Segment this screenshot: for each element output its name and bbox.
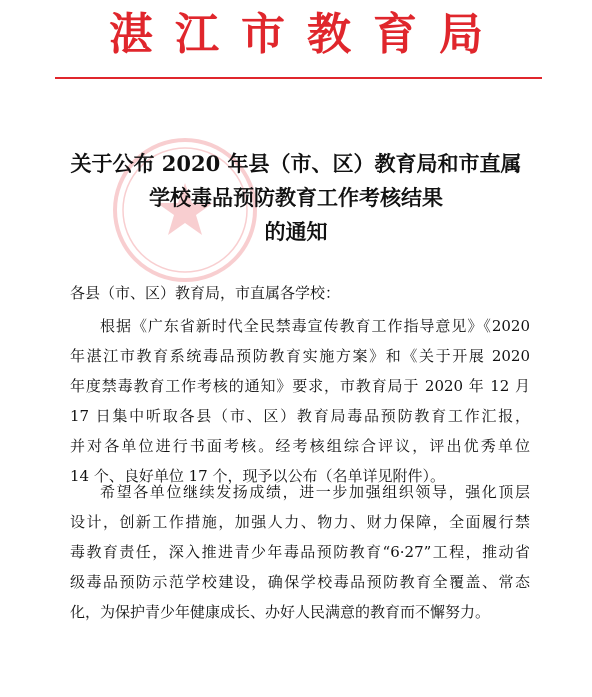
- paragraph-line: 级毒品预防示范学校建设，确保学校毒品预防教育全覆盖、常态: [70, 573, 530, 591]
- notice-title: [40, 147, 552, 249]
- letterhead-red-rule: [55, 77, 542, 79]
- paragraph-line: 根据《广东省新时代全民禁毒宣传教育工作指导意见》《2020: [100, 317, 530, 335]
- paragraph-line: 年度禁毒教育工作考核的通知》要求，市教育局于 2020 年 12 月: [70, 377, 530, 395]
- body-paragraph-1: [70, 311, 530, 491]
- title-line: 学校毒品预防教育工作考核结果: [149, 185, 443, 210]
- paragraph-line: 化，为保护青少年健康成长、办好人民满意的教育而不懈努力。: [70, 603, 491, 621]
- paragraph-line: 年湛江市教育系统毒品预防教育实施方案》和《关于开展 2020: [70, 347, 530, 365]
- body-paragraph-2: [70, 477, 530, 627]
- paragraph-line: 毒教育责任，深入推进青少年毒品预防教育“6·27”工程，推动省: [70, 543, 530, 561]
- paragraph-line: 并对各单位进行书面考核。经考核组综合评议，评出优秀单位: [70, 437, 530, 455]
- paragraph-line: 14 个、良好单位 17 个，现予以公布（名单详见附件）。: [70, 467, 445, 485]
- title-line: 关于公布 2020 年县（市、区）教育局和市直属: [70, 151, 522, 176]
- greeting-line: 各县（市、区）教育局，市直属各学校：: [70, 284, 341, 302]
- letterhead-title: 湛江市教育局: [109, 9, 505, 60]
- paragraph-line: 希望各单位继续发扬成绩，进一步加强组织领导，强化顶层: [100, 483, 530, 501]
- paragraph-line: 设计，创新工作措施，加强人力、物力、财力保障，全面履行禁: [70, 513, 530, 531]
- paragraph-line: 17 日集中听取各县（市、区）教育局毒品预防教育工作汇报，: [70, 407, 530, 425]
- title-line: 的通知: [264, 219, 328, 244]
